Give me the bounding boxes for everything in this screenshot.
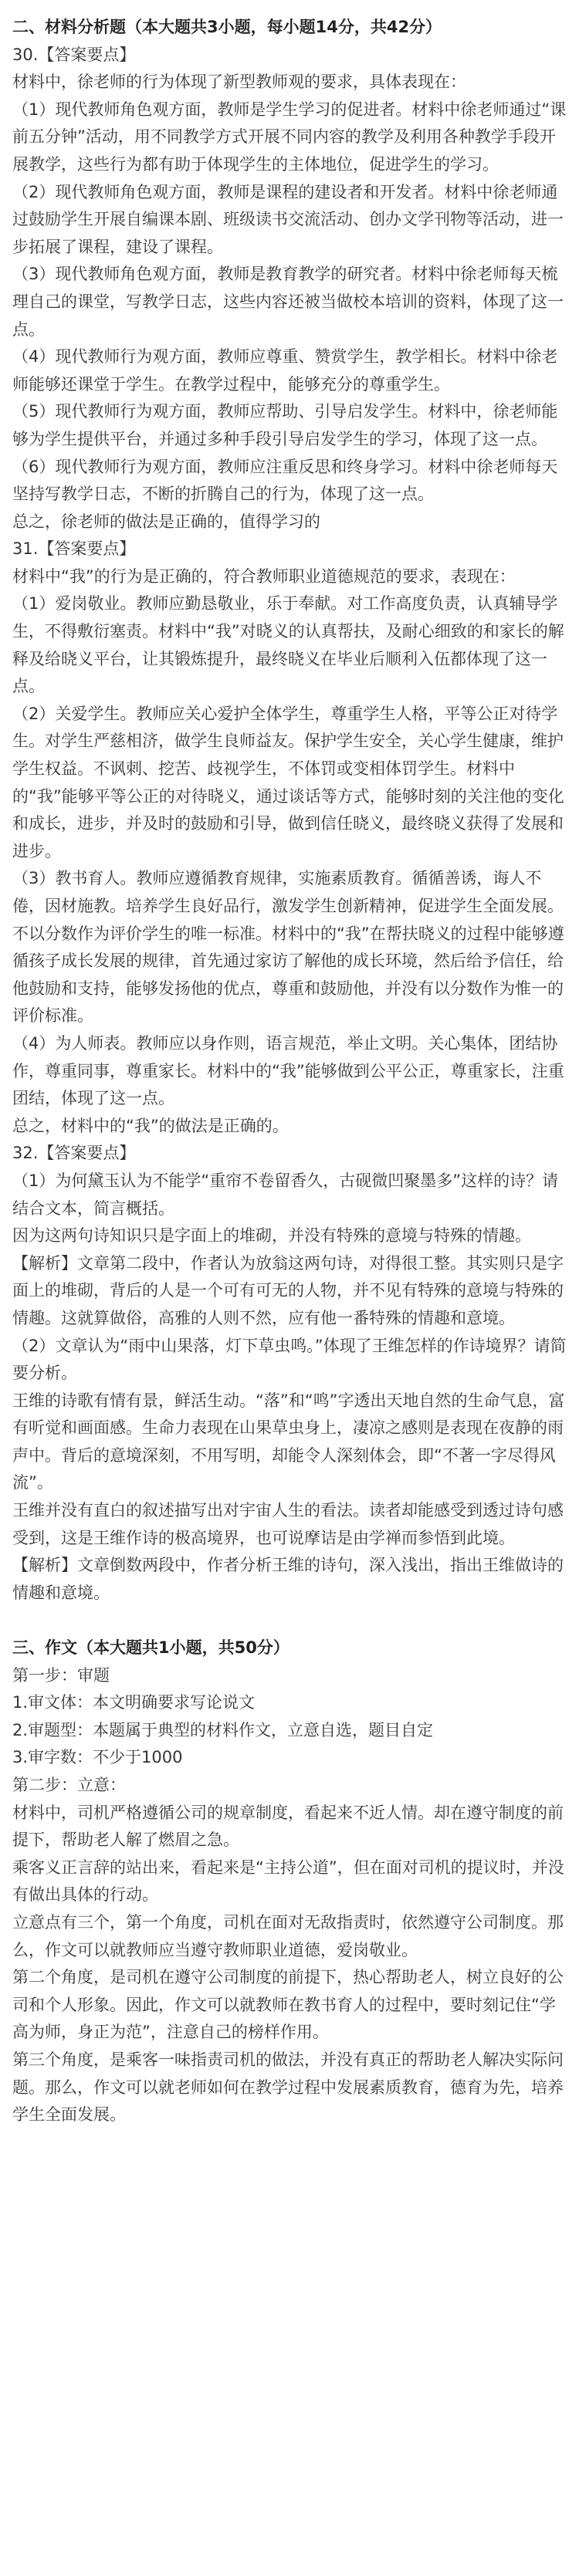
section-title-essay: 三、作文（本大题共1小题，共50分） (12, 1638, 290, 1658)
paragraph: 第二个角度，是司机在遵守公司制度的前提下，热心帮助老人，树立良好的公司和个人形象。因此，作文可以就教师在教书育人的过程中，要时刻记住“学高为师，身正为范”，注意自己的榜样作用。 (12, 1968, 564, 2042)
paragraph: 乘客义正言辞的站出来，看起来是“主持公道”，但在面对司机的提议时，并没有做出具体的行动。 (12, 1858, 564, 1905)
paragraph: 总之，徐老师的做法是正确的，值得学习的 (12, 512, 320, 531)
paragraph: （5）现代教师行为观方面，教师应帮助、引导启发学生。材料中，徐老师能够为学生提供平台，并通过多种手段引导启发学生的学习，体现了这一点。 (12, 402, 558, 448)
paragraph: （2）关爱学生。教师应关心爱护全体学生，尊重学生人格，平等公正对待学生。对学生严慈相济，做学生良师益友。保护学生安全，关心学生健康，维护学生权益。不讽刺、挖苦、歧视学生，不体罚或变相体罚学生。材料中的“我”能够平等公正的对待晓义，通过谈话等方式，能够时刻的关注他的变化和成长，进步，并及时的鼓励和引导，做到信任晓义，最终晓义获得了发展和进步。 (12, 704, 564, 860)
section-title-analysis: 二、材料分析题（本大题共3小题，每小题14分，共42分） (12, 18, 442, 36)
paragraph: 第二步：立意： (12, 1776, 126, 1794)
paragraph: （4）现代教师行为观方面，教师应尊重、赞赏学生，教学相长。材料中徐老师能够还课堂于学生。在教学过程中，能够充分的尊重学生。 (12, 347, 558, 394)
answer-heading-30: 30.【答案要点】 (12, 45, 136, 64)
paragraph: 第三个角度，是乘客一味指责司机的做法，并没有真正的帮助老人解决实际问题。那么，作文可以就老师如何在教学过程中发展素质教育，德育为先，培养学生全面发展。 (12, 2050, 564, 2125)
paragraph: 总之，材料中的“我”的做法是正确的。 (12, 1116, 289, 1135)
paragraph: （1）现代教师角色观方面，教师是学生学习的促进者。材料中徐老师通过“课前五分钟”活动，用不同教学方式开展不同内容的教学及利用各种教学手段开展教学，这些行为都有助于体现学生的主体地位，促进学生的学习。 (12, 100, 567, 174)
paragraph: 【解析】文章第二段中，作者认为放翁这两句诗，对得很工整。其实则只是字面上的堆砌，背后的人是一个可有可无的人物，并不见有特殊的意境与特殊的情趣。这就算做俗，高雅的人则不然，应有他一番特殊的情趣和意境。 (12, 1253, 564, 1327)
paragraph: （6）现代教师行为观方面，教师应注重反思和终身学习。材料中徐老师每天坚持写教学日志，不断的折腾自己的行为，体现了这一点。 (12, 457, 558, 504)
paragraph: 1.审文体：本文明确要求写论说文 (12, 1693, 256, 1712)
paragraph: （1）为何黛玉认为不能学“重帘不卷留香久，古砚微凹聚墨多”这样的诗？请结合文本，简言概括。 (12, 1171, 559, 1218)
paragraph: 材料中，徐老师的行为体现了新型教师观的要求，具体表现在： (12, 73, 466, 92)
paragraph: 【解析】文章倒数两段中，作者分析王维的诗句，深入浅出，指出王维做诗的情趣和意境。 (12, 1556, 564, 1602)
paragraph: （3）教书育人。教师应遵循教育规律，实施素质教育。循循善诱，诲人不倦，因材施教。培养学生良好品行，激发学生创新精神，促进学生全面发展。不以分数作为评价学生的唯一标准。材料中的“我”在帮扶晓义的过程中能够遵循孩子成长发展的规律，首先通过家访了解他的成长环境，然后给予信任，给他鼓励和支持，能够发扬他的优点，尊重和鼓励他，并没有以分数作为惟一的评价标准。 (12, 869, 564, 1026)
paragraph: 王维并没有直白的叙述描写出对宇宙人生的看法。读者却能感受到透过诗句感受到，这是王维作诗的极高境界，也可说摩诘是由学禅而参悟到此境。 (12, 1501, 564, 1547)
paragraph: 3.审字数：不少于1000 (12, 1748, 183, 1767)
paragraph: 2.审题型：本题属于典型的材料作文，立意自选，题目自定 (12, 1720, 434, 1739)
paragraph: （3）现代教师角色观方面，教师是教育教学的研究者。材料中徐老师每天梳理自己的课堂，写教学日志，这些内容还被当做校本培训的资料，体现了这一点。 (12, 265, 564, 339)
paragraph: 材料中“我”的行为是正确的，符合教师职业道德规范的要求，表现在： (12, 566, 516, 586)
paragraph: （1）爱岗敬业。教师应勤恳敬业，乐于奉献。对工作高度负责，认真辅导学生，不得敷衍塞责。材料中“我”对晓义的认真帮扶，及耐心细致的和家长的解释及给晓义平台，让其锻炼提升，最终晓义在毕业后顺利入伍都体现了这一点。 (12, 594, 564, 696)
paragraph: 第一步：审题 (12, 1665, 110, 1685)
paragraph: （4）为人师表。教师应以身作则，语言规范，举止文明。关心集体，团结协作，尊重同事，尊重家长。材料中的“我”能够做到公平公正，尊重家长，注重团结，体现了这一点。 (12, 1033, 564, 1108)
paragraph: 立意点有三个，第一个角度，司机在面对无敌指责时，依然遵守公司制度。那么，作文可以就教师应当遵守教师职业道德，爱岗敬业。 (12, 1912, 564, 1959)
spacer (12, 1607, 567, 1635)
paragraph: （2）现代教师角色观方面，教师是课程的建设者和开发者。材料中徐老师通过鼓励学生开展自编课本剧、班级读书交流活动、创办文学刊物等活动，进一步拓展了课程，建设了课程。 (12, 182, 564, 256)
answer-heading-31: 31.【答案要点】 (12, 539, 136, 559)
paragraph: 王维的诗歌有情有景，鲜活生动。“落”和“鸣”字透出天地自然的生命气息，富有听觉和画面感。生命力表现在山果草虫身上，凄凉之感则是表现在夜静的雨声中。背后的意境深刻，不用写明，却能令人深刻体会，即“不著一字尽得风流”。 (12, 1391, 565, 1493)
answer-heading-32: 32.【答案要点】 (12, 1144, 136, 1163)
paragraph: 因为这两句诗知识只是字面上的堆砌，并没有特殊的意境与特殊的情趣。 (12, 1226, 531, 1246)
paragraph: 材料中，司机严格遵循公司的规章制度，看起来不近人情。却在遵守制度的前提下，帮助老人解了燃眉之急。 (12, 1803, 564, 1850)
paragraph: （2）文章认为“雨中山果落，灯下草虫鸣。”体现了王维怎样的作诗境界？请简要分析。 (12, 1336, 567, 1383)
